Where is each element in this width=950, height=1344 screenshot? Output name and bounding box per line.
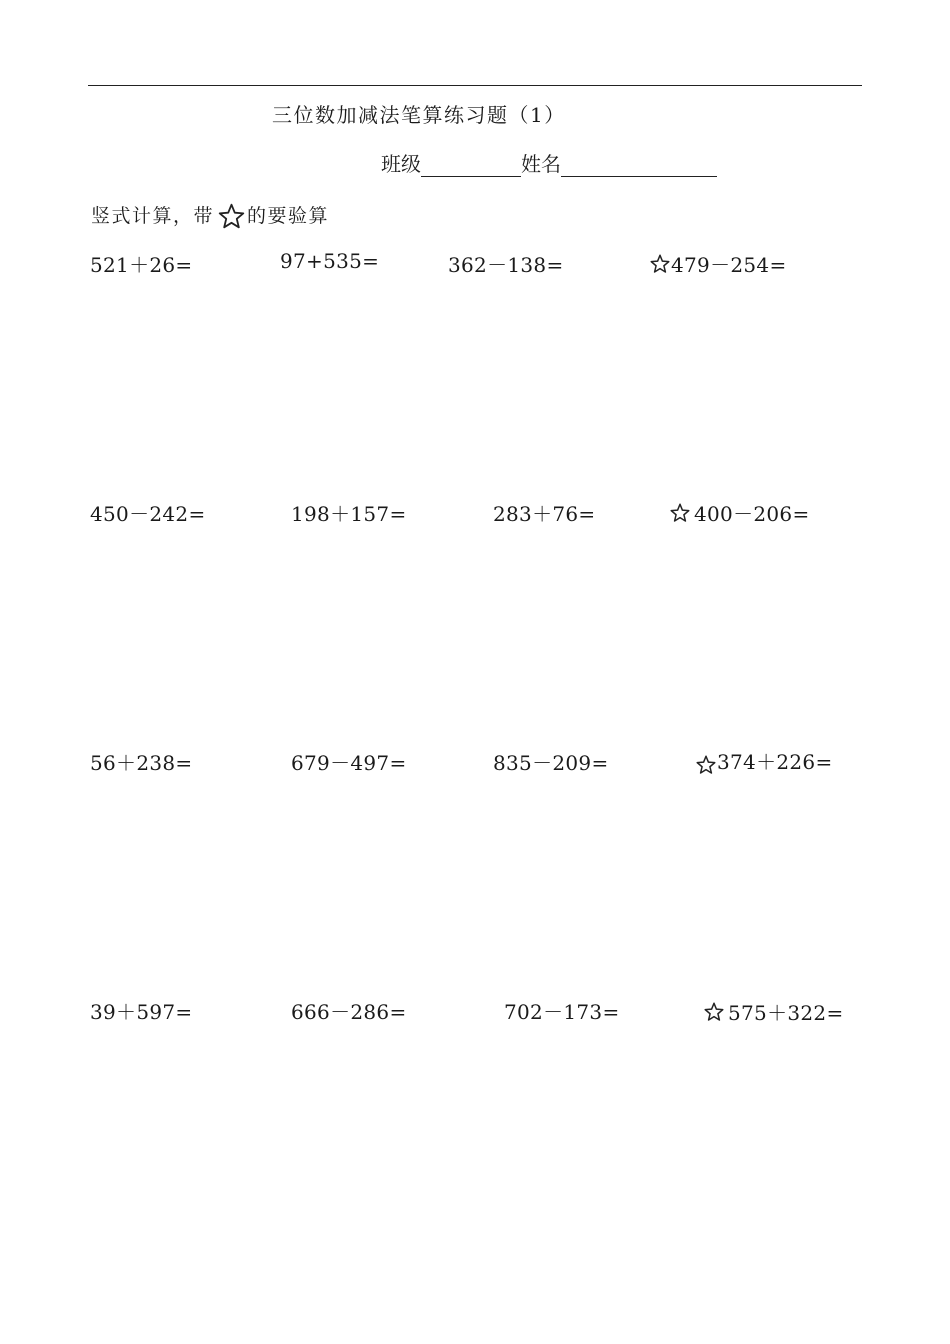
instruction-text [91, 199, 329, 230]
problem-1 [90, 249, 192, 278]
star-outline-icon [704, 1002, 724, 1022]
problem-text: 362－138= [448, 253, 564, 277]
problem-8 [670, 498, 810, 527]
star-outline-icon [650, 254, 670, 274]
instruction-after: 的要验算 [247, 205, 330, 227]
class-blank[interactable] [421, 154, 521, 177]
problem-3 [448, 249, 564, 278]
problem-text: 679－497= [291, 751, 407, 775]
problem-text: 666－286= [291, 1000, 407, 1024]
class-label: 班级 [381, 152, 421, 176]
instruction-before: 竖式计算，带 [91, 205, 215, 227]
problem-10 [291, 747, 407, 776]
problem-11 [493, 747, 609, 776]
problem-7 [493, 498, 595, 527]
header-rule [88, 85, 862, 86]
problem-text: 39＋597= [90, 1000, 193, 1024]
problem-text: 450－242= [90, 502, 206, 526]
name-blank[interactable] [561, 154, 717, 177]
star-outline-icon [696, 755, 716, 775]
problem-text: 400－206= [694, 502, 810, 526]
problem-text: 575＋322= [728, 1001, 844, 1025]
problem-13 [90, 996, 192, 1025]
problem-14 [291, 996, 407, 1025]
problem-text: 283＋76= [493, 502, 596, 526]
problem-2 [280, 249, 379, 273]
star-outline-icon [670, 503, 690, 523]
star-outline-icon [218, 203, 245, 230]
page-title: 三位数加减法笔算练习题（1） [272, 103, 566, 127]
student-info [381, 148, 717, 177]
problem-text: 835－209= [493, 751, 609, 775]
name-label: 姓名 [521, 152, 561, 176]
problem-6 [291, 498, 407, 527]
problem-12 [696, 749, 833, 775]
problem-9 [90, 747, 192, 776]
problem-text: 56＋238= [90, 751, 193, 775]
problem-16 [704, 997, 844, 1026]
problem-4 [650, 249, 787, 278]
problem-text: 97+535= [280, 249, 380, 273]
problem-text: 374＋226= [717, 749, 833, 774]
problem-text: 198＋157= [291, 502, 407, 526]
problem-text: 521＋26= [90, 253, 193, 277]
problem-text: 702－173= [504, 1000, 620, 1024]
problem-15 [504, 996, 620, 1025]
problem-text: 479－254= [671, 253, 787, 277]
problem-5 [90, 498, 206, 527]
